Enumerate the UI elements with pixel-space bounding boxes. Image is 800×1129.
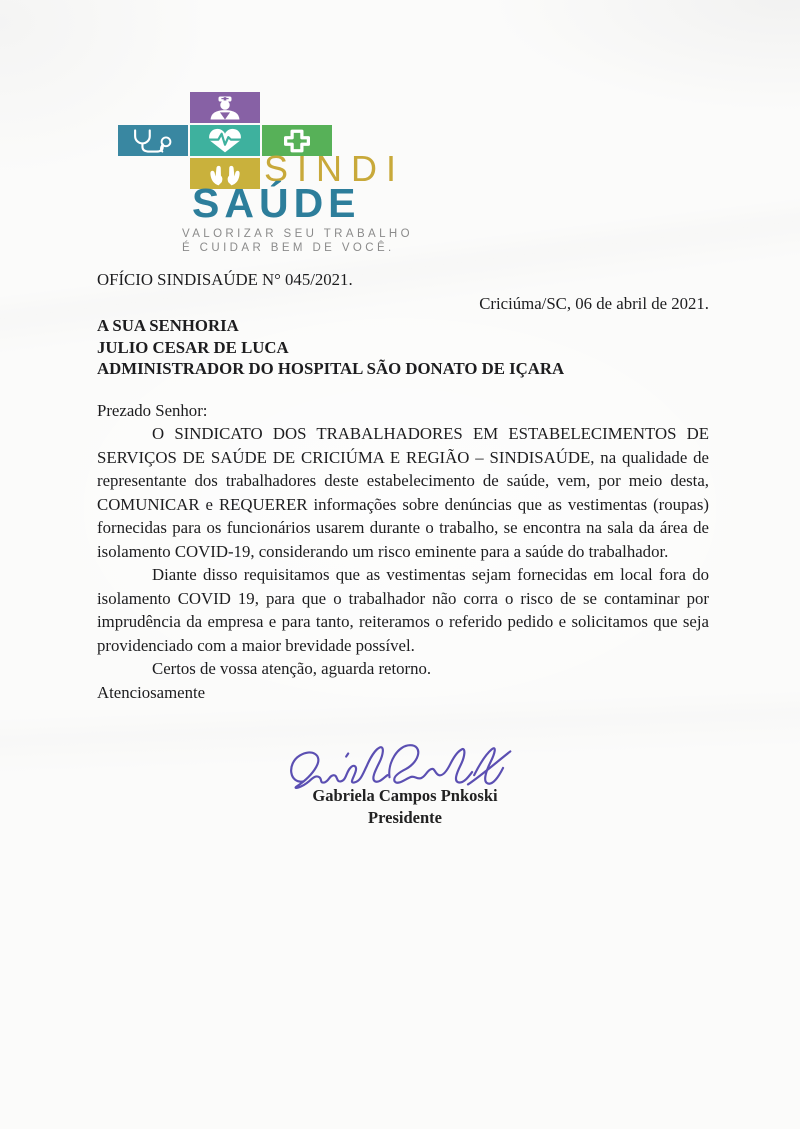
sindisaude-logo — [118, 92, 498, 257]
body-paragraph-1: O SINDICATO DOS TRABALHADORES EM ESTABELECIMENTOS DE SERVIÇOS DE SAÚDE DE CRICIÚMA E REGIÃO – SINDISAÚDE, na qualidade de representante dos trabalhadores deste estabelecimento de saúde, vem, por meio desta, COMUNICAR e REQUERER informações sobre denúncias que as vestimentas (roupas) fornecidas para os funcionários usarem durante o trabalho, se encontra na sala da área de isolamento COVID-19, considerando um risco eminente para a saúde do trabalhador. — [97, 424, 709, 561]
signer-title: Presidente — [368, 808, 442, 827]
body-paragraph-2: Diante disso requisitamos que as vestimentas sejam fornecidas em local fora do isolamento COVID 19, para que o trabalhador não corra o risco de se contaminar por imprudência da empresa e para tanto, reiteramos o referido pedido e solicitamos que seja providenciado com a maior brevidade possível. — [97, 565, 709, 655]
logo-tagline-line2: É CUIDAR BEM DE VOCÊ. — [182, 241, 395, 254]
logo-tagline-line1: VALORIZAR SEU TRABALHO — [182, 228, 413, 240]
date-place-line: Criciúma/SC, 06 de abril de 2021. — [479, 293, 709, 313]
letter-body — [97, 268, 709, 704]
logo-tagline — [182, 228, 413, 255]
recipient-line: ADMINISTRADOR DO HOSPITAL SÃO DONATO DE IÇARA — [97, 359, 565, 378]
logo-wordmark-sindi: SINDI — [264, 148, 406, 189]
heart-pulse-icon — [201, 127, 249, 154]
closing-line: Certos de vossa atenção, aguarda retorno. — [152, 659, 432, 678]
logo-cell-stethoscope — [118, 125, 188, 156]
recipient-block — [97, 315, 709, 380]
office-reference: OFÍCIO SINDISAÚDE N° 045/2021. — [97, 270, 353, 289]
nurse-icon — [203, 95, 247, 121]
signature-block — [255, 738, 555, 828]
valediction: Atenciosamente — [97, 682, 206, 702]
handwritten-signature — [280, 738, 530, 802]
recipient-line: JULIO CESAR DE LUCA — [97, 337, 289, 357]
stethoscope-icon — [127, 128, 179, 154]
logo-cell-nurse — [190, 92, 260, 123]
signer-name: Gabriela Campos Pnkoski — [312, 786, 498, 805]
logo-cell-heart — [190, 125, 260, 156]
salutation: Prezado Senhor: — [97, 400, 208, 420]
logo-wordmark-saude: SAÚDE — [192, 180, 361, 226]
recipient-line: A SUA SENHORIA — [97, 316, 239, 335]
